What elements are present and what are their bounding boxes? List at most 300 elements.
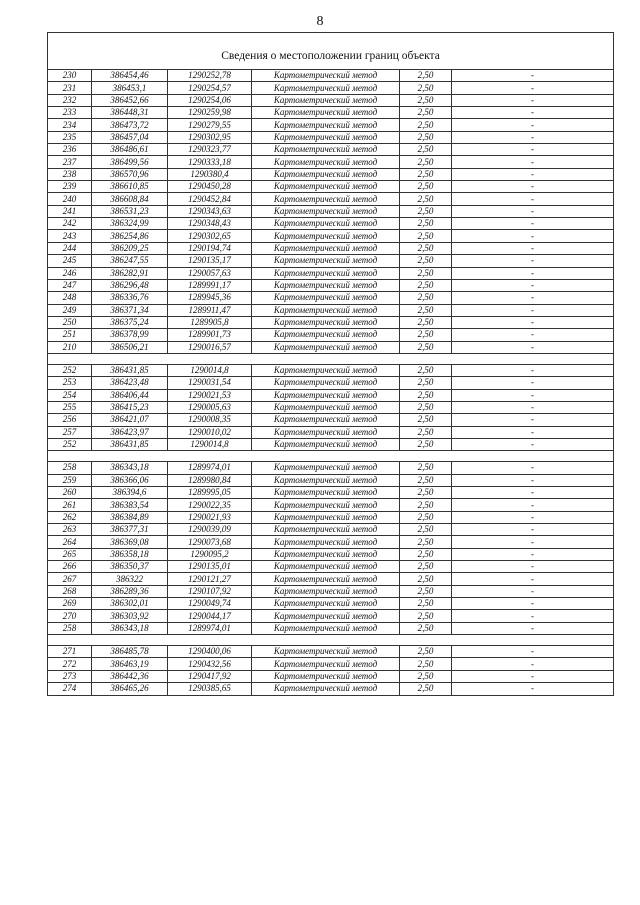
- y-coordinate-cell: 1290254,57: [168, 82, 252, 94]
- method-cell: Картометрический метод: [252, 218, 400, 230]
- y-coordinate-cell: 1290022,35: [168, 499, 252, 511]
- accuracy-cell: 2,50: [400, 474, 452, 486]
- x-coordinate-cell: 386247,55: [92, 255, 168, 267]
- accuracy-cell: 2,50: [400, 561, 452, 573]
- y-coordinate-cell: 1289901,73: [168, 329, 252, 341]
- table-row: [48, 610, 614, 622]
- x-coordinate-cell: 386289,36: [92, 585, 168, 597]
- accuracy-cell: 2,50: [400, 181, 452, 193]
- point-number-cell: 252: [48, 438, 92, 450]
- table-row: [48, 658, 614, 670]
- x-coordinate-cell: 386394,6: [92, 487, 168, 499]
- y-coordinate-cell: 1290348,43: [168, 218, 252, 230]
- method-cell: Картометрический метод: [252, 414, 400, 426]
- accuracy-cell: 2,50: [400, 70, 452, 82]
- accuracy-cell: 2,50: [400, 230, 452, 242]
- point-number-cell: 267: [48, 573, 92, 585]
- page-number: 8: [316, 14, 324, 29]
- table-row: [48, 561, 614, 573]
- method-cell: Картометрический метод: [252, 561, 400, 573]
- table-row: [48, 230, 614, 242]
- x-coordinate-cell: 386485,78: [92, 646, 168, 658]
- x-coordinate-cell: 386442,36: [92, 670, 168, 682]
- x-coordinate-cell: 386499,56: [92, 156, 168, 168]
- table-row: [48, 255, 614, 267]
- method-cell: Картометрический метод: [252, 438, 400, 450]
- point-number-cell: 250: [48, 316, 92, 328]
- table-row: [48, 193, 614, 205]
- method-cell: Картометрический метод: [252, 487, 400, 499]
- x-coordinate-cell: 386322: [92, 573, 168, 585]
- y-coordinate-cell: 1289980,84: [168, 474, 252, 486]
- table-title-row: [48, 33, 614, 70]
- point-number-cell: 251: [48, 329, 92, 341]
- method-cell: Картометрический метод: [252, 329, 400, 341]
- point-number-cell: 247: [48, 279, 92, 291]
- accuracy-cell: 2,50: [400, 205, 452, 217]
- separator-cell: [48, 353, 614, 364]
- point-number-cell: 252: [48, 364, 92, 376]
- group-separator-row: [48, 635, 614, 646]
- description-cell: -: [452, 683, 614, 695]
- method-cell: Картометрический метод: [252, 255, 400, 267]
- method-cell: Картометрический метод: [252, 622, 400, 634]
- method-cell: Картометрический метод: [252, 389, 400, 401]
- method-cell: Картометрический метод: [252, 462, 400, 474]
- description-cell: -: [452, 292, 614, 304]
- point-number-cell: 241: [48, 205, 92, 217]
- y-coordinate-cell: 1290021,93: [168, 511, 252, 523]
- accuracy-cell: 2,50: [400, 573, 452, 585]
- method-cell: Картометрический метод: [252, 242, 400, 254]
- method-cell: Картометрический метод: [252, 499, 400, 511]
- description-cell: -: [452, 622, 614, 634]
- boundary-table: [47, 32, 614, 696]
- table-row: [48, 585, 614, 597]
- point-number-cell: 242: [48, 218, 92, 230]
- point-number-cell: 273: [48, 670, 92, 682]
- point-number-cell: 233: [48, 107, 92, 119]
- x-coordinate-cell: 386282,91: [92, 267, 168, 279]
- accuracy-cell: 2,50: [400, 316, 452, 328]
- accuracy-cell: 2,50: [400, 426, 452, 438]
- accuracy-cell: 2,50: [400, 487, 452, 499]
- x-coordinate-cell: 386296,48: [92, 279, 168, 291]
- method-cell: Картометрический метод: [252, 426, 400, 438]
- description-cell: -: [452, 144, 614, 156]
- table-row: [48, 329, 614, 341]
- description-cell: -: [452, 487, 614, 499]
- accuracy-cell: 2,50: [400, 462, 452, 474]
- description-cell: -: [452, 414, 614, 426]
- x-coordinate-cell: 386531,23: [92, 205, 168, 217]
- y-coordinate-cell: 1290039,09: [168, 524, 252, 536]
- accuracy-cell: 2,50: [400, 524, 452, 536]
- description-cell: -: [452, 156, 614, 168]
- method-cell: Картометрический метод: [252, 94, 400, 106]
- point-number-cell: 243: [48, 230, 92, 242]
- point-number-cell: 268: [48, 585, 92, 597]
- description-cell: -: [452, 610, 614, 622]
- accuracy-cell: 2,50: [400, 94, 452, 106]
- y-coordinate-cell: 1290057,63: [168, 267, 252, 279]
- y-coordinate-cell: 1290194,74: [168, 242, 252, 254]
- point-number-cell: 244: [48, 242, 92, 254]
- y-coordinate-cell: 1290252,78: [168, 70, 252, 82]
- y-coordinate-cell: 1290095,2: [168, 548, 252, 560]
- x-coordinate-cell: 386473,72: [92, 119, 168, 131]
- y-coordinate-cell: 1289945,36: [168, 292, 252, 304]
- point-number-cell: 230: [48, 70, 92, 82]
- method-cell: Картометрический метод: [252, 683, 400, 695]
- point-number-cell: 255: [48, 401, 92, 413]
- method-cell: Картометрический метод: [252, 168, 400, 180]
- accuracy-cell: 2,50: [400, 548, 452, 560]
- point-number-cell: 259: [48, 474, 92, 486]
- description-cell: -: [452, 364, 614, 376]
- method-cell: Картометрический метод: [252, 205, 400, 217]
- point-number-cell: 264: [48, 536, 92, 548]
- point-number-cell: 240: [48, 193, 92, 205]
- description-cell: -: [452, 119, 614, 131]
- x-coordinate-cell: 386423,97: [92, 426, 168, 438]
- point-number-cell: 232: [48, 94, 92, 106]
- x-coordinate-cell: 386463,19: [92, 658, 168, 670]
- method-cell: Картометрический метод: [252, 364, 400, 376]
- description-cell: -: [452, 389, 614, 401]
- method-cell: Картометрический метод: [252, 70, 400, 82]
- y-coordinate-cell: 1290323,77: [168, 144, 252, 156]
- table-row: [48, 438, 614, 450]
- y-coordinate-cell: 1290073,68: [168, 536, 252, 548]
- y-coordinate-cell: 1290302,65: [168, 230, 252, 242]
- description-cell: -: [452, 205, 614, 217]
- point-number-cell: 234: [48, 119, 92, 131]
- table-row: [48, 267, 614, 279]
- point-number-cell: 266: [48, 561, 92, 573]
- description-cell: -: [452, 646, 614, 658]
- accuracy-cell: 2,50: [400, 119, 452, 131]
- accuracy-cell: 2,50: [400, 598, 452, 610]
- x-coordinate-cell: 386457,04: [92, 131, 168, 143]
- description-cell: -: [452, 279, 614, 291]
- table-row: [48, 131, 614, 143]
- table-row: [48, 218, 614, 230]
- description-cell: -: [452, 598, 614, 610]
- table-row: [48, 426, 614, 438]
- table-row: [48, 598, 614, 610]
- y-coordinate-cell: 1290049,74: [168, 598, 252, 610]
- x-coordinate-cell: 386343,18: [92, 622, 168, 634]
- method-cell: Картометрический метод: [252, 585, 400, 597]
- y-coordinate-cell: 1290016,57: [168, 341, 252, 353]
- accuracy-cell: 2,50: [400, 304, 452, 316]
- description-cell: -: [452, 255, 614, 267]
- x-coordinate-cell: 386303,92: [92, 610, 168, 622]
- x-coordinate-cell: 386453,1: [92, 82, 168, 94]
- point-number-cell: 248: [48, 292, 92, 304]
- method-cell: Картометрический метод: [252, 156, 400, 168]
- description-cell: -: [452, 438, 614, 450]
- y-coordinate-cell: 1290254,06: [168, 94, 252, 106]
- table-row: [48, 646, 614, 658]
- x-coordinate-cell: 386415,23: [92, 401, 168, 413]
- x-coordinate-cell: 386378,99: [92, 329, 168, 341]
- method-cell: Картометрический метод: [252, 658, 400, 670]
- accuracy-cell: 2,50: [400, 401, 452, 413]
- table-row: [48, 499, 614, 511]
- x-coordinate-cell: 386610,85: [92, 181, 168, 193]
- x-coordinate-cell: 386371,34: [92, 304, 168, 316]
- table-row: [48, 107, 614, 119]
- y-coordinate-cell: 1290107,92: [168, 585, 252, 597]
- method-cell: Картометрический метод: [252, 107, 400, 119]
- description-cell: -: [452, 474, 614, 486]
- method-cell: Картометрический метод: [252, 193, 400, 205]
- group-separator-row: [48, 451, 614, 462]
- method-cell: Картометрический метод: [252, 573, 400, 585]
- accuracy-cell: 2,50: [400, 610, 452, 622]
- accuracy-cell: 2,50: [400, 218, 452, 230]
- accuracy-cell: 2,50: [400, 438, 452, 450]
- accuracy-cell: 2,50: [400, 156, 452, 168]
- accuracy-cell: 2,50: [400, 107, 452, 119]
- description-cell: -: [452, 193, 614, 205]
- accuracy-cell: 2,50: [400, 292, 452, 304]
- table-row: [48, 548, 614, 560]
- method-cell: Картометрический метод: [252, 119, 400, 131]
- accuracy-cell: 2,50: [400, 279, 452, 291]
- y-coordinate-cell: 1290259,98: [168, 107, 252, 119]
- point-number-cell: 257: [48, 426, 92, 438]
- accuracy-cell: 2,50: [400, 341, 452, 353]
- x-coordinate-cell: 386448,31: [92, 107, 168, 119]
- y-coordinate-cell: 1290008,35: [168, 414, 252, 426]
- y-coordinate-cell: 1290135,17: [168, 255, 252, 267]
- x-coordinate-cell: 386454,46: [92, 70, 168, 82]
- method-cell: Картометрический метод: [252, 341, 400, 353]
- description-cell: -: [452, 131, 614, 143]
- description-cell: -: [452, 401, 614, 413]
- accuracy-cell: 2,50: [400, 658, 452, 670]
- description-cell: -: [452, 82, 614, 94]
- method-cell: Картометрический метод: [252, 536, 400, 548]
- description-cell: -: [452, 426, 614, 438]
- description-cell: -: [452, 573, 614, 585]
- method-cell: Картометрический метод: [252, 82, 400, 94]
- x-coordinate-cell: 386423,48: [92, 377, 168, 389]
- y-coordinate-cell: 1290450,28: [168, 181, 252, 193]
- y-coordinate-cell: 1290014,8: [168, 364, 252, 376]
- accuracy-cell: 2,50: [400, 499, 452, 511]
- point-number-cell: 274: [48, 683, 92, 695]
- description-cell: -: [452, 181, 614, 193]
- x-coordinate-cell: 386506,21: [92, 341, 168, 353]
- table-row: [48, 94, 614, 106]
- point-number-cell: 249: [48, 304, 92, 316]
- table-row: [48, 474, 614, 486]
- accuracy-cell: 2,50: [400, 242, 452, 254]
- point-number-cell: 270: [48, 610, 92, 622]
- method-cell: Картометрический метод: [252, 267, 400, 279]
- description-cell: -: [452, 670, 614, 682]
- method-cell: Картометрический метод: [252, 474, 400, 486]
- point-number-cell: 258: [48, 622, 92, 634]
- description-cell: -: [452, 524, 614, 536]
- table-row: [48, 401, 614, 413]
- method-cell: Картометрический метод: [252, 144, 400, 156]
- accuracy-cell: 2,50: [400, 168, 452, 180]
- point-number-cell: 265: [48, 548, 92, 560]
- x-coordinate-cell: 386369,08: [92, 536, 168, 548]
- description-cell: -: [452, 561, 614, 573]
- x-coordinate-cell: 386254,86: [92, 230, 168, 242]
- accuracy-cell: 2,50: [400, 144, 452, 156]
- accuracy-cell: 2,50: [400, 511, 452, 523]
- point-number-cell: 246: [48, 267, 92, 279]
- table-row: [48, 622, 614, 634]
- separator-cell: [48, 451, 614, 462]
- method-cell: Картометрический метод: [252, 230, 400, 242]
- accuracy-cell: 2,50: [400, 536, 452, 548]
- group-separator-row: [48, 353, 614, 364]
- description-cell: -: [452, 168, 614, 180]
- table-row: [48, 144, 614, 156]
- accuracy-cell: 2,50: [400, 389, 452, 401]
- y-coordinate-cell: 1290385,65: [168, 683, 252, 695]
- x-coordinate-cell: 386383,54: [92, 499, 168, 511]
- y-coordinate-cell: 1290333,18: [168, 156, 252, 168]
- method-cell: Картометрический метод: [252, 598, 400, 610]
- point-number-cell: 253: [48, 377, 92, 389]
- y-coordinate-cell: 1290021,53: [168, 389, 252, 401]
- x-coordinate-cell: 386406,44: [92, 389, 168, 401]
- table-row: [48, 242, 614, 254]
- x-coordinate-cell: 386384,89: [92, 511, 168, 523]
- point-number-cell: 269: [48, 598, 92, 610]
- x-coordinate-cell: 386302,01: [92, 598, 168, 610]
- description-cell: -: [452, 499, 614, 511]
- y-coordinate-cell: 1290010,02: [168, 426, 252, 438]
- x-coordinate-cell: 386324,99: [92, 218, 168, 230]
- description-cell: -: [452, 230, 614, 242]
- y-coordinate-cell: 1289905,8: [168, 316, 252, 328]
- table-row: [48, 119, 614, 131]
- x-coordinate-cell: 386465,26: [92, 683, 168, 695]
- point-number-cell: 271: [48, 646, 92, 658]
- method-cell: Картометрический метод: [252, 131, 400, 143]
- method-cell: Картометрический метод: [252, 279, 400, 291]
- x-coordinate-cell: 386570,96: [92, 168, 168, 180]
- table-row: [48, 377, 614, 389]
- description-cell: -: [452, 585, 614, 597]
- x-coordinate-cell: 386431,85: [92, 364, 168, 376]
- table-row: [48, 181, 614, 193]
- point-number-cell: 272: [48, 658, 92, 670]
- point-number-cell: 231: [48, 82, 92, 94]
- y-coordinate-cell: 1290121,27: [168, 573, 252, 585]
- table-row: [48, 205, 614, 217]
- table-row: [48, 511, 614, 523]
- accuracy-cell: 2,50: [400, 646, 452, 658]
- y-coordinate-cell: 1290014,8: [168, 438, 252, 450]
- method-cell: Картометрический метод: [252, 316, 400, 328]
- table-row: [48, 304, 614, 316]
- y-coordinate-cell: 1290417,92: [168, 670, 252, 682]
- y-coordinate-cell: 1290343,63: [168, 205, 252, 217]
- accuracy-cell: 2,50: [400, 255, 452, 267]
- description-cell: -: [452, 107, 614, 119]
- x-coordinate-cell: 386608,84: [92, 193, 168, 205]
- x-coordinate-cell: 386350,37: [92, 561, 168, 573]
- description-cell: -: [452, 329, 614, 341]
- x-coordinate-cell: 386209,25: [92, 242, 168, 254]
- y-coordinate-cell: 1289911,47: [168, 304, 252, 316]
- accuracy-cell: 2,50: [400, 193, 452, 205]
- point-number-cell: 238: [48, 168, 92, 180]
- point-number-cell: 256: [48, 414, 92, 426]
- y-coordinate-cell: 1289974,01: [168, 462, 252, 474]
- table-row: [48, 316, 614, 328]
- table-row: [48, 683, 614, 695]
- method-cell: Картометрический метод: [252, 377, 400, 389]
- point-number-cell: 235: [48, 131, 92, 143]
- description-cell: -: [452, 267, 614, 279]
- x-coordinate-cell: 386336,76: [92, 292, 168, 304]
- point-number-cell: 261: [48, 499, 92, 511]
- table-row: [48, 82, 614, 94]
- table-row: [48, 389, 614, 401]
- table-row: [48, 414, 614, 426]
- table-row: [48, 279, 614, 291]
- method-cell: Картометрический метод: [252, 181, 400, 193]
- point-number-cell: 254: [48, 389, 92, 401]
- accuracy-cell: 2,50: [400, 414, 452, 426]
- description-cell: -: [452, 94, 614, 106]
- description-cell: -: [452, 218, 614, 230]
- point-number-cell: 237: [48, 156, 92, 168]
- point-number-cell: 236: [48, 144, 92, 156]
- x-coordinate-cell: 386431,85: [92, 438, 168, 450]
- description-cell: -: [452, 511, 614, 523]
- accuracy-cell: 2,50: [400, 267, 452, 279]
- x-coordinate-cell: 386486,61: [92, 144, 168, 156]
- method-cell: Картометрический метод: [252, 401, 400, 413]
- description-cell: -: [452, 70, 614, 82]
- method-cell: Картометрический метод: [252, 524, 400, 536]
- x-coordinate-cell: 386452,66: [92, 94, 168, 106]
- y-coordinate-cell: 1290400,06: [168, 646, 252, 658]
- accuracy-cell: 2,50: [400, 329, 452, 341]
- table-row: [48, 341, 614, 353]
- point-number-cell: 258: [48, 462, 92, 474]
- x-coordinate-cell: 386366,06: [92, 474, 168, 486]
- accuracy-cell: 2,50: [400, 622, 452, 634]
- description-cell: -: [452, 658, 614, 670]
- y-coordinate-cell: 1290452,84: [168, 193, 252, 205]
- table-row: [48, 462, 614, 474]
- y-coordinate-cell: 1289991,17: [168, 279, 252, 291]
- table-row: [48, 70, 614, 82]
- accuracy-cell: 2,50: [400, 585, 452, 597]
- description-cell: -: [452, 377, 614, 389]
- point-number-cell: 210: [48, 341, 92, 353]
- y-coordinate-cell: 1290432,56: [168, 658, 252, 670]
- table-row: [48, 168, 614, 180]
- method-cell: Картометрический метод: [252, 646, 400, 658]
- y-coordinate-cell: 1290279,55: [168, 119, 252, 131]
- y-coordinate-cell: 1290135,01: [168, 561, 252, 573]
